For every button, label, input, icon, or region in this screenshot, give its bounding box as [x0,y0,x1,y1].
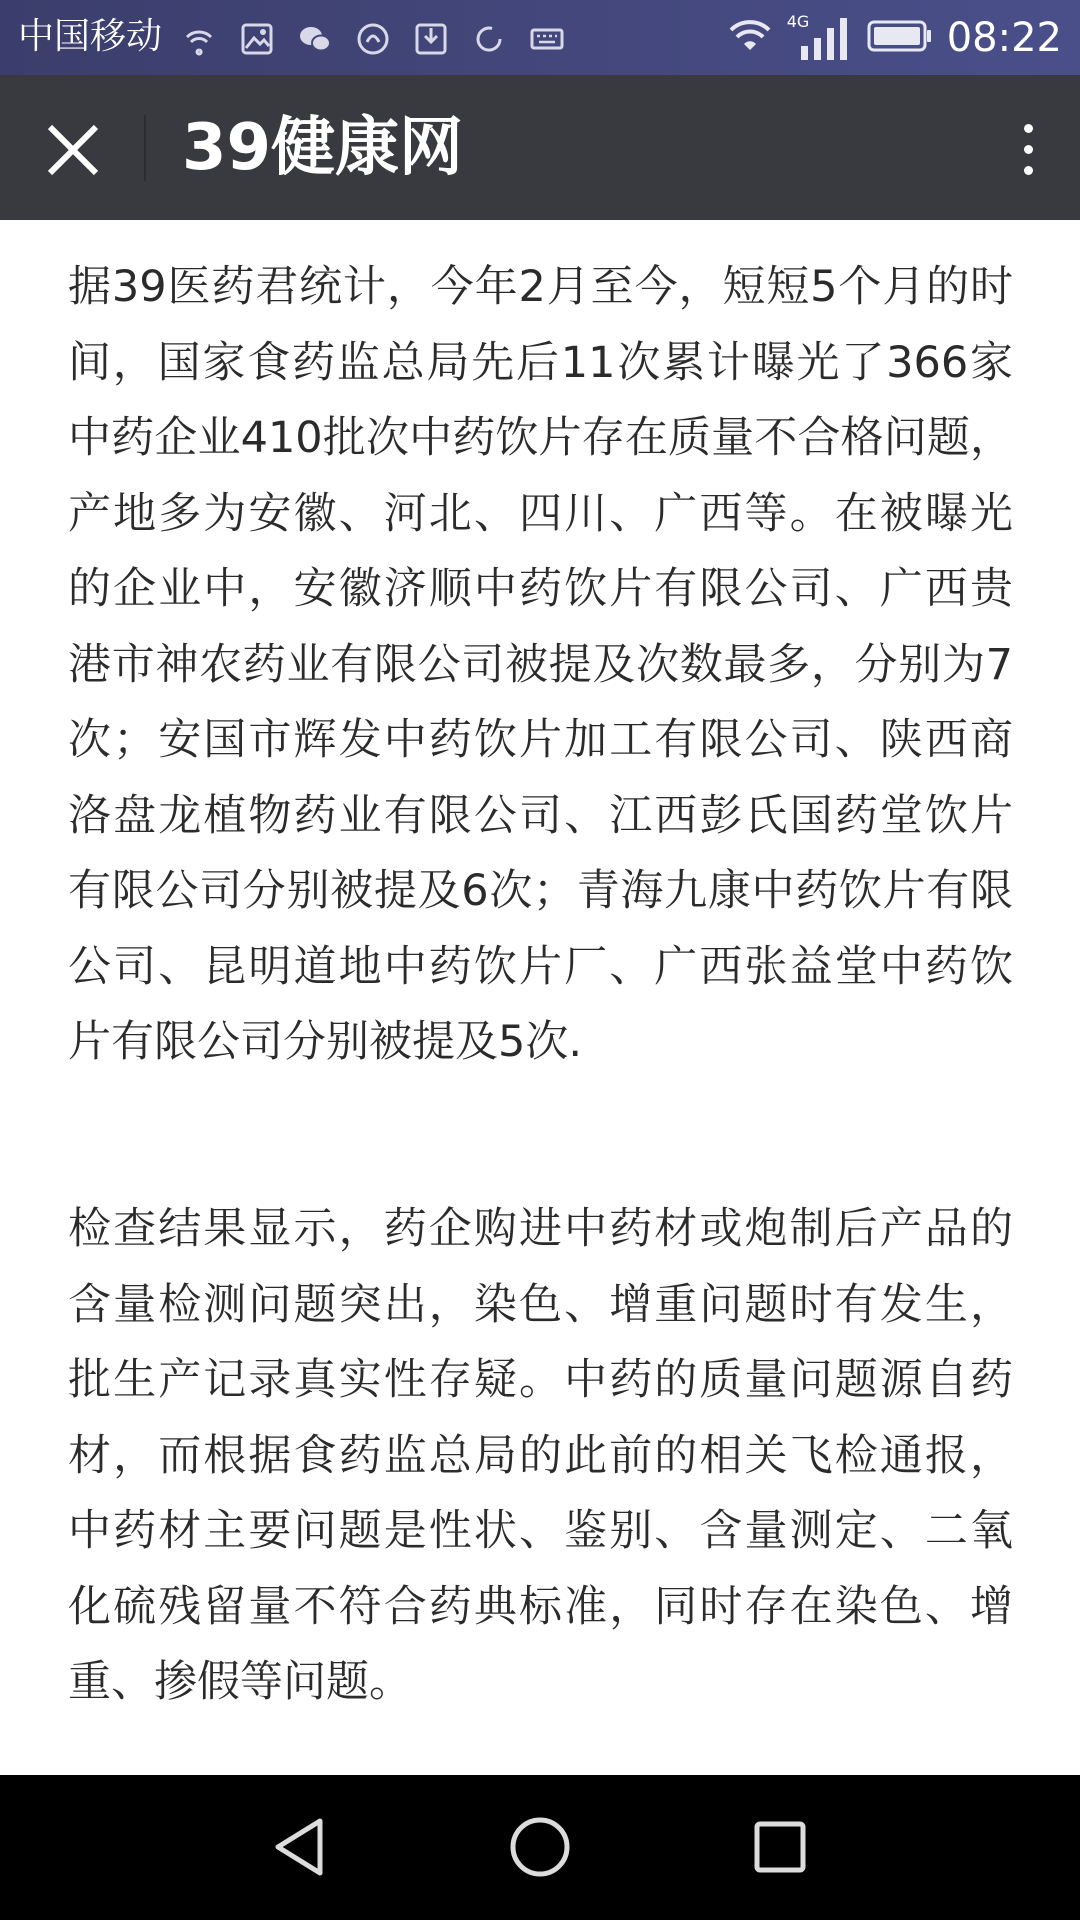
close-icon [38,115,108,185]
download-icon [414,22,448,56]
gallery-icon [240,22,274,56]
network-type: 4G [786,12,810,31]
back-button[interactable] [252,1797,352,1897]
home-icon [490,1797,590,1897]
article-paragraph: 检查结果显示，药企购进中药材或炮制后产品的含量检测问题突出，染色、增重问题时有发生，批生产记录真实性存疑。中药的质量问题源自药材，而根据食药监总局的此前的相关飞检通报，中药材主要问题是性状、鉴别、含量测定、二氧化硫残留量不符合药典标准，同时存在染色、增重、掺假等问题。 [68,1204,1013,1707]
more-options-button[interactable] [998,109,1058,189]
carrier-name: 中国移动 [18,16,163,57]
wifi-hotspot-icon [182,22,216,56]
status-indicators [727,10,1062,66]
home-button[interactable] [490,1797,590,1897]
status-bar [0,0,1080,75]
title-divider [144,115,146,181]
notification-icons [182,14,564,64]
wechat-icon [298,22,332,56]
back-icon [252,1797,352,1897]
article-content[interactable] [0,220,1080,1775]
sync-icon [472,22,506,56]
close-button[interactable] [38,115,108,185]
article-paragraph: 据39医药君统计，今年2月至今，短短5个月的时间，国家食药监总局先后11次累计曝光了366家中药企业410批次中药饮片存在质量不合格问题，产地多为安徽、河北、四川、广西等。在被曝光的企业中，安徽济顺中药饮片有限公司、广西贵港市神农药业有限公司被提及次数最多，分别为7次；安国市辉发中药饮片加工有限公司、陕西商洛盘龙植物药业有限公司、江西彭氏国药堂饮片有限公司分别被提及6次；青海九康中药饮片有限公司、昆明道地中药饮片厂、广西张益堂中药饮片有限公司分别被提及5次. [68,262,1013,1067]
keyboard-icon [530,22,564,56]
more-vertical-icon [1024,124,1033,133]
wifi-icon [727,18,773,58]
battery-icon [867,18,933,58]
signal-icon [787,12,853,64]
navigation-bar [0,1775,1080,1920]
page-title: 39健康网 [182,111,464,185]
clock: 08:22 [946,15,1062,61]
recents-icon [730,1797,830,1897]
recents-button[interactable] [730,1797,830,1897]
app-icon [356,22,390,56]
title-bar [0,75,1080,220]
